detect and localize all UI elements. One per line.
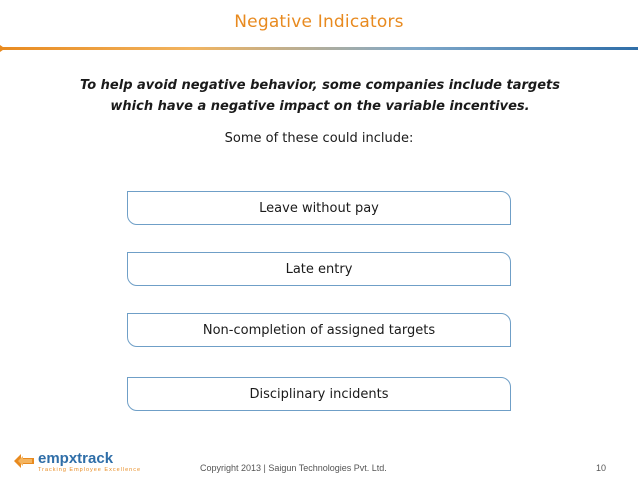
indicator-label: Disciplinary incidents (249, 386, 389, 402)
subtitle-text: Some of these could include: (224, 131, 414, 146)
empxtrack-logo (14, 450, 141, 476)
title-divider (0, 47, 638, 50)
logo-tagline: Tracking Employee Excellence (38, 467, 141, 473)
page-number: 10 (596, 463, 607, 473)
indicator-box-disciplinary (127, 377, 511, 411)
indicator-box-late-entry (127, 252, 511, 286)
slide-title: Negative Indicators (234, 12, 404, 32)
indicator-label: Non-completion of assigned targets (202, 322, 436, 338)
logo-mark-icon (14, 452, 36, 470)
indicator-box-non-completion (127, 313, 511, 347)
logo-wordmark: empxtrack (38, 450, 114, 467)
indicator-box-leave-without-pay (127, 191, 511, 225)
indicator-label: Late entry (285, 261, 353, 277)
indicator-label: Leave without pay (259, 200, 379, 216)
copyright-text: Copyright 2013 | Saigun Technologies Pvt. Ltd. (200, 463, 387, 473)
intro-text: To help avoid negative behavior, some companies include targets which have a negative impact on the variable incentives. (80, 78, 560, 114)
